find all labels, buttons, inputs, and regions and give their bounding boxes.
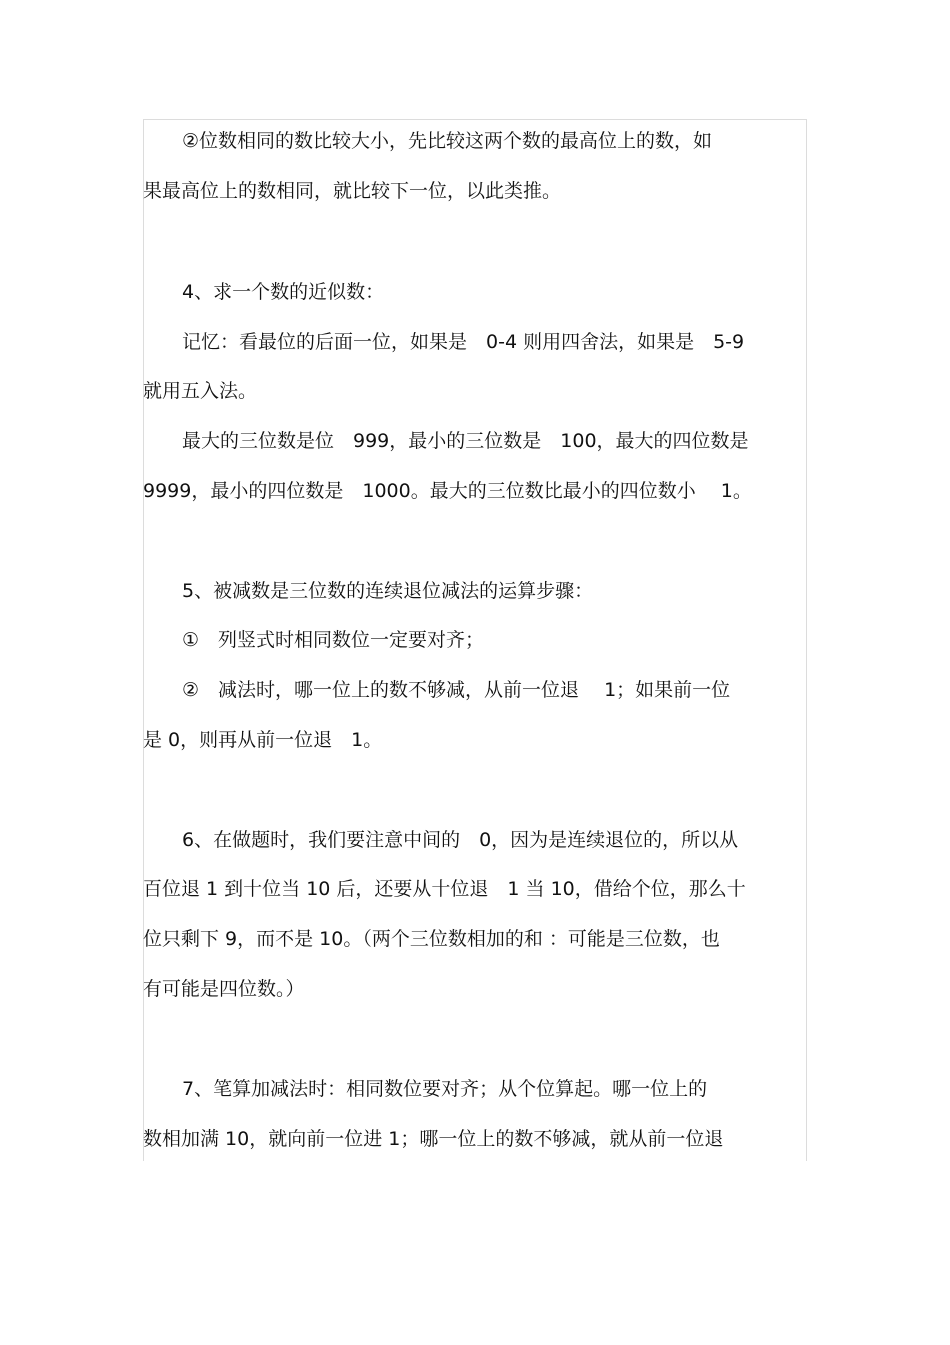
section-heading: 6、在做题时，我们要注意中间的 0，因为是连续退位的，所以从 (182, 829, 739, 851)
paragraph-line: 位只剩下 9，而不是 10。（两个三位数相加的和 ：可能是三位数，也 (143, 928, 720, 950)
paragraph-line: ②位数相同的数比较大小，先比较这两个数的最高位上的数，如 (182, 130, 713, 152)
paragraph-line: 就用五入法。 (143, 380, 258, 402)
list-item: ② 减法时，哪一位上的数不够减，从前一位退 1；如果前一位 (182, 679, 731, 701)
paragraph-line: 有可能是四位数。） (143, 978, 305, 1000)
paragraph-line: 记忆：看最位的后面一位，如果是 0-4 则用四舍法，如果是 5-9 (182, 331, 745, 353)
section-heading: 7、笔算加减法时：相同数位要对齐；从个位算起。哪一位上的 (182, 1078, 708, 1100)
paragraph-line: 9999，最小的四位数是 1000。最大的三位数比最小的四位数小 1。 (143, 480, 752, 502)
paragraph-line: 最大的三位数是位 999，最小的三位数是 100，最大的四位数是 (182, 430, 749, 452)
paragraph-line: 数相加满 10，就向前一位进 1；哪一位上的数不够减，就从前一位退 (143, 1128, 724, 1150)
section-heading: 4、求一个数的近似数： (182, 281, 385, 303)
paragraph-line: 果最高位上的数相同，就比较下一位，以此类推。 (143, 180, 562, 202)
paragraph-line: 是 0，则再从前一位退 1。 (143, 729, 383, 751)
section-heading: 5、被减数是三位数的连续退位减法的运算步骤： (182, 580, 594, 602)
paragraph-line: 百位退 1 到十位当 10 后，还要从十位退 1 当 10，借给个位，那么十 (143, 878, 746, 900)
list-item: ① 列竖式时相同数位一定要对齐； (182, 629, 485, 651)
